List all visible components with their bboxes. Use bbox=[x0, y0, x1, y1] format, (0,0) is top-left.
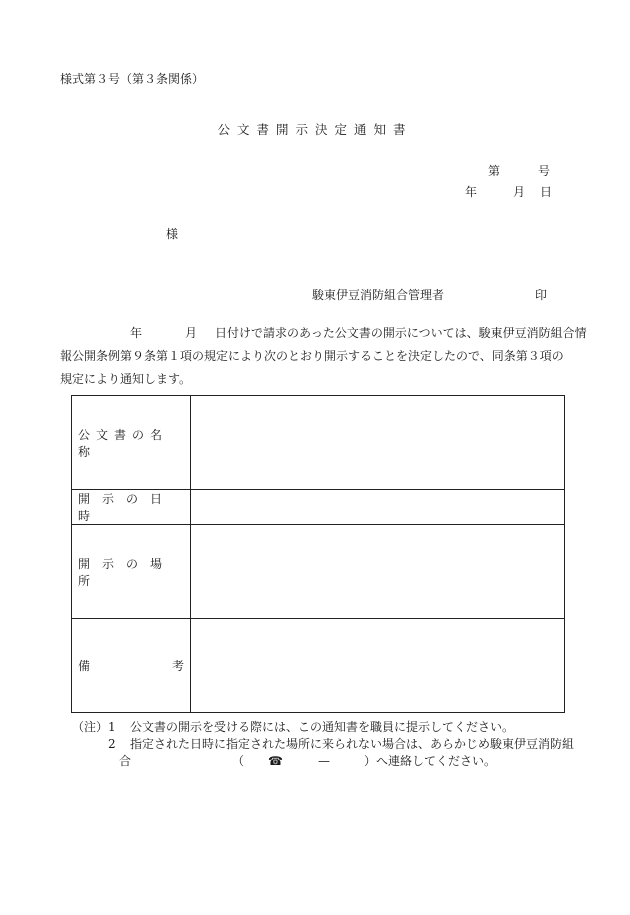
body-line-3: 規定により通知します。 bbox=[60, 372, 192, 386]
label-document-name: 公文書の名称 bbox=[72, 396, 191, 490]
continuation-word: 合 bbox=[119, 754, 132, 768]
date-month: 月 bbox=[513, 185, 526, 199]
note-text: 指定された日時に指定された場所に来られない場合は、あらかじめ駿東伊豆消防組 bbox=[130, 737, 575, 751]
disclosure-table bbox=[71, 395, 565, 713]
number-prefix: 第 bbox=[488, 164, 501, 178]
value-disclosure-datetime[interactable] bbox=[191, 490, 565, 525]
issue-date bbox=[465, 183, 552, 200]
note-number: 2 bbox=[108, 737, 116, 751]
sender-name: 駿東伊豆消防組合管理者 bbox=[312, 288, 445, 302]
table-row bbox=[72, 490, 565, 525]
phone-dash: — bbox=[318, 754, 330, 768]
number-suffix: 号 bbox=[538, 164, 551, 178]
recipient-honorific: 様 bbox=[166, 227, 179, 241]
notice-body bbox=[60, 322, 587, 391]
phone-icon: ☎ bbox=[268, 754, 283, 768]
table-row bbox=[72, 525, 565, 619]
note-item-2 bbox=[72, 736, 574, 753]
date-year: 年 bbox=[465, 185, 478, 199]
body-text-1: 日付けで請求のあった公文書の開示については、駿東伊豆消防組合情 bbox=[215, 326, 587, 340]
value-remarks[interactable] bbox=[191, 619, 565, 713]
body-line-1 bbox=[60, 322, 587, 345]
remarks-char-2: 考 bbox=[171, 659, 184, 673]
table-row bbox=[72, 619, 565, 713]
body-month: 月 bbox=[185, 326, 198, 340]
note-text: 公文書の開示を受ける際には、この通知書を職員に提示してください。 bbox=[130, 720, 515, 734]
note-item-2-continuation bbox=[72, 753, 574, 770]
value-disclosure-place[interactable] bbox=[191, 525, 565, 619]
date-day: 日 bbox=[540, 185, 553, 199]
value-document-name[interactable] bbox=[191, 396, 565, 490]
form-number: 様式第３号（第３条関係） bbox=[60, 72, 205, 86]
label-disclosure-place: 開示の場所 bbox=[72, 525, 191, 619]
continuation-tail: ）へ連絡してください。 bbox=[364, 754, 497, 768]
body-year: 年 bbox=[130, 326, 143, 340]
seal-mark: 印 bbox=[535, 288, 548, 302]
notes-prefix: （注） bbox=[72, 720, 109, 734]
notes-section bbox=[72, 719, 574, 770]
label-remarks bbox=[72, 619, 191, 713]
label-disclosure-datetime: 開示の日時 bbox=[72, 490, 191, 525]
body-line-2: 報公開条例第９条第１項の規定により次のとおり開示することを決定したので、同条第３項の bbox=[60, 349, 564, 363]
note-item-1 bbox=[72, 719, 574, 736]
document-number bbox=[488, 162, 550, 179]
table-row bbox=[72, 396, 565, 490]
paren-open: （ bbox=[232, 754, 245, 768]
document-title: 公文書開示決定通知書 bbox=[217, 122, 413, 137]
note-number: 1 bbox=[108, 720, 116, 734]
remarks-char-1: 備 bbox=[78, 659, 91, 673]
